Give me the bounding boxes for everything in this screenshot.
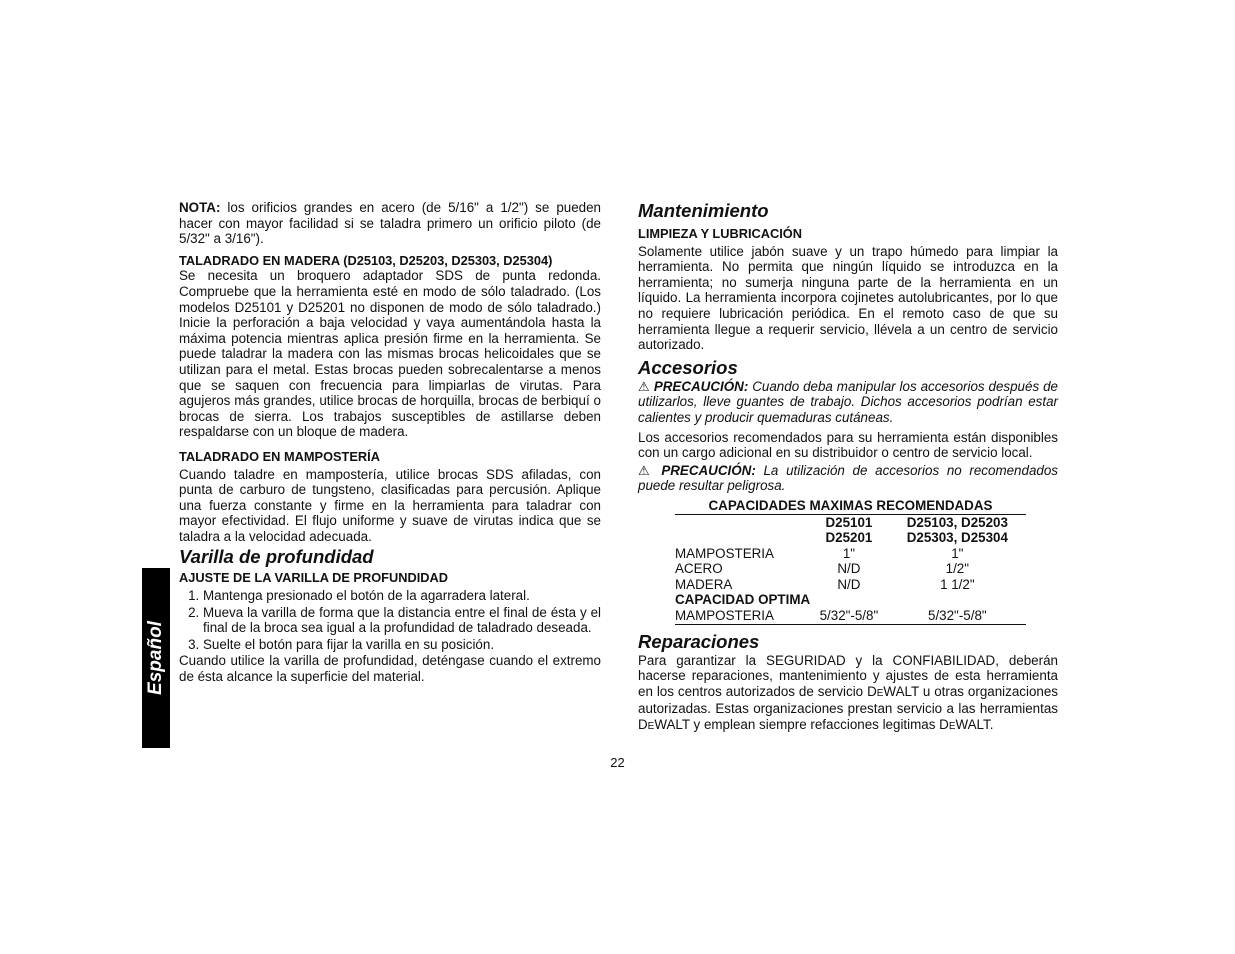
row-value: N/D <box>837 561 861 577</box>
brand-small-e: E <box>948 721 956 733</box>
caution-1-label: PRECAUCIÓN: <box>653 378 749 394</box>
col-header-1-line-2: D25201 <box>825 530 873 546</box>
cleaning-heading: LIMPIEZA Y LUBRICACIÓN <box>638 226 802 241</box>
row-label: MADERA <box>675 576 733 592</box>
capacity-table <box>675 498 1026 625</box>
caution-2 <box>638 463 1058 494</box>
caution-2-text: La utilización de accesorios no recomendados puede resultar peligrosa. <box>638 462 1058 494</box>
table-row <box>675 608 1026 624</box>
col-header-1-line-1: D25101 <box>825 514 873 530</box>
depth-step-3: 3. Suelte el botón para fijar la varilla en su posición. <box>203 637 601 653</box>
depth-rod-text: Cuando utilice la varilla de profundidad, deténgase cuando el extremo de ésta alcance la superficie del material. <box>179 653 601 685</box>
repairs-text-part: Para garantizar la SEGURIDAD y la CONFIABILIDAD, deberán hacerse reparaciones, mantenimiento y ajustes de esta herramienta en los centros autorizados de servicio D <box>638 652 1058 699</box>
language-side-tab <box>142 568 170 748</box>
note-label: NOTA: <box>179 200 221 215</box>
repairs-text-part: WALT. <box>955 717 994 733</box>
wood-heading: TALADRADO EN MADERA (D25103, D25203, D25303, D25304) <box>179 252 553 268</box>
optimal-capacity-heading: CAPACIDAD OPTIMA <box>675 592 811 608</box>
masonry-heading: TALADRADO EN MAMPOSTERÍA <box>179 448 380 464</box>
masonry-text: Cuando taladre en mampostería, utilice brocas SDS afiladas, con punta de carburo de tungsteno, clasificadas para percusión. Aplique una fuerza constante y firme en la herramienta para taladrar con mayor efectividad. El flujo uniforme y suave de virutas indica que se taladra a la velocidad adecuada. <box>179 466 601 544</box>
row-value: 1/2" <box>945 561 970 577</box>
warning-triangle-icon: ⚠ <box>638 462 654 478</box>
note-text: los orificios grandes en acero (de 5/16" a 1/2") se pueden hacer con mayor facilidad si se taladra primero un orificio piloto (de 5/32" a 3/16"). <box>179 200 601 247</box>
caution-1 <box>638 379 1058 426</box>
page-number: 22 <box>610 755 625 770</box>
brand-small-e: E <box>647 721 655 733</box>
col-header-2-line-2: D25303, D25304 <box>906 530 1008 546</box>
language-label: Español <box>145 621 167 695</box>
cleaning-text: Solamente utilice jabón suave y un trapo húmedo para limpiar la herramienta. No permita que ningún líquido se introduzca en la herramienta; no sumerja ninguna parte de la herramienta en un líquido. La herramienta incorpora cojinetes autolubricantes, por lo que no requiere lubricación periódica. En el remoto caso de que su herramienta llegue a requerir servicio, llévela a un centro de servicio autorizado. <box>638 243 1058 353</box>
wood-text: Se necesita un broquero adaptador SDS de punta redonda. Compruebe que la herramienta esté en modo de sólo taladrado. (Los modelos D25101 y D25201 no disponen de modo de sólo taladrado.) Inicie la perforación a baja velocidad y vaya aumentándola hasta la máxima potencia mientras aplica presión firme en la herramienta. Se puede taladrar la madera con las mismas brocas helicoidales que se utilizan para el metal. Estas brocas pueden sobrecalentarse a menos que se saquen con frecuencia para limpiarlas de virutas. Para agujeros más grandes, utilice brocas de horquilla, brocas de berbiquí o brocas de sierra. Los trabajos susceptibles de astillarse deben respaldarse con un bloque de madera. <box>179 268 601 440</box>
table-row <box>675 546 1026 562</box>
maintenance-title: Mantenimiento <box>638 200 769 221</box>
row-label: MAMPOSTERIA <box>675 608 809 624</box>
accessories-text: Los accesorios recomendados para su herramienta están disponibles con un cargo adicional en su distribuidor o centro de servicio local. <box>638 429 1058 461</box>
warning-triangle-icon: ⚠ <box>638 378 650 394</box>
row-label: ACERO <box>675 561 723 577</box>
repairs-text-part: WALT u otras organizaciones autorizadas. Estas organizaciones prestan servicio a las herramientas D <box>638 683 1058 733</box>
repairs-text <box>638 653 1058 735</box>
row-value: 1" <box>951 545 964 561</box>
left-column <box>179 200 601 685</box>
depth-step-2: 2. Mueva la varilla de forma que la distancia entre el final de ésta y el final de la broca sea igual a la profundidad de taladrado deseada. <box>203 605 601 636</box>
note-paragraph <box>179 200 601 247</box>
right-column <box>638 200 1058 735</box>
brand-small-e: E <box>876 687 884 699</box>
row-value: N/D <box>837 576 861 592</box>
caution-1-text: Cuando deba manipular los accesorios después de utilizarlos, lleve guantes de trabajo. Dichos accesorios podrían estar calientes y producir quemaduras cutáneas. <box>638 378 1058 425</box>
caution-2-label: PRECAUCIÓN: <box>661 462 756 478</box>
depth-rod-heading: AJUSTE DE LA VARILLA DE PROFUNDIDAD <box>179 570 448 586</box>
depth-rod-title: Varilla de profundidad <box>179 546 374 568</box>
depth-rod-steps <box>179 588 601 652</box>
row-value: 5/32"-5/8" <box>889 608 1026 624</box>
row-label: MAMPOSTERIA <box>675 545 774 561</box>
table-row <box>675 577 1026 593</box>
row-value: 5/32"-5/8" <box>809 608 889 624</box>
col-header-2-line-1: D25103, D25203 <box>906 514 1008 530</box>
capacity-table-title: CAPACIDADES MAXIMAS RECOMENDADAS <box>675 498 1026 514</box>
repairs-text-part: WALT y emplean siempre refacciones legitimas D <box>654 717 949 733</box>
row-value: 1 1/2" <box>940 576 975 592</box>
depth-step-1: 1. Mantenga presionado el botón de la agarradera lateral. <box>203 588 601 604</box>
accessories-title: Accesorios <box>638 356 738 378</box>
repairs-title: Reparaciones <box>638 630 760 652</box>
row-value: 1" <box>842 545 856 561</box>
table-row <box>675 561 1026 577</box>
